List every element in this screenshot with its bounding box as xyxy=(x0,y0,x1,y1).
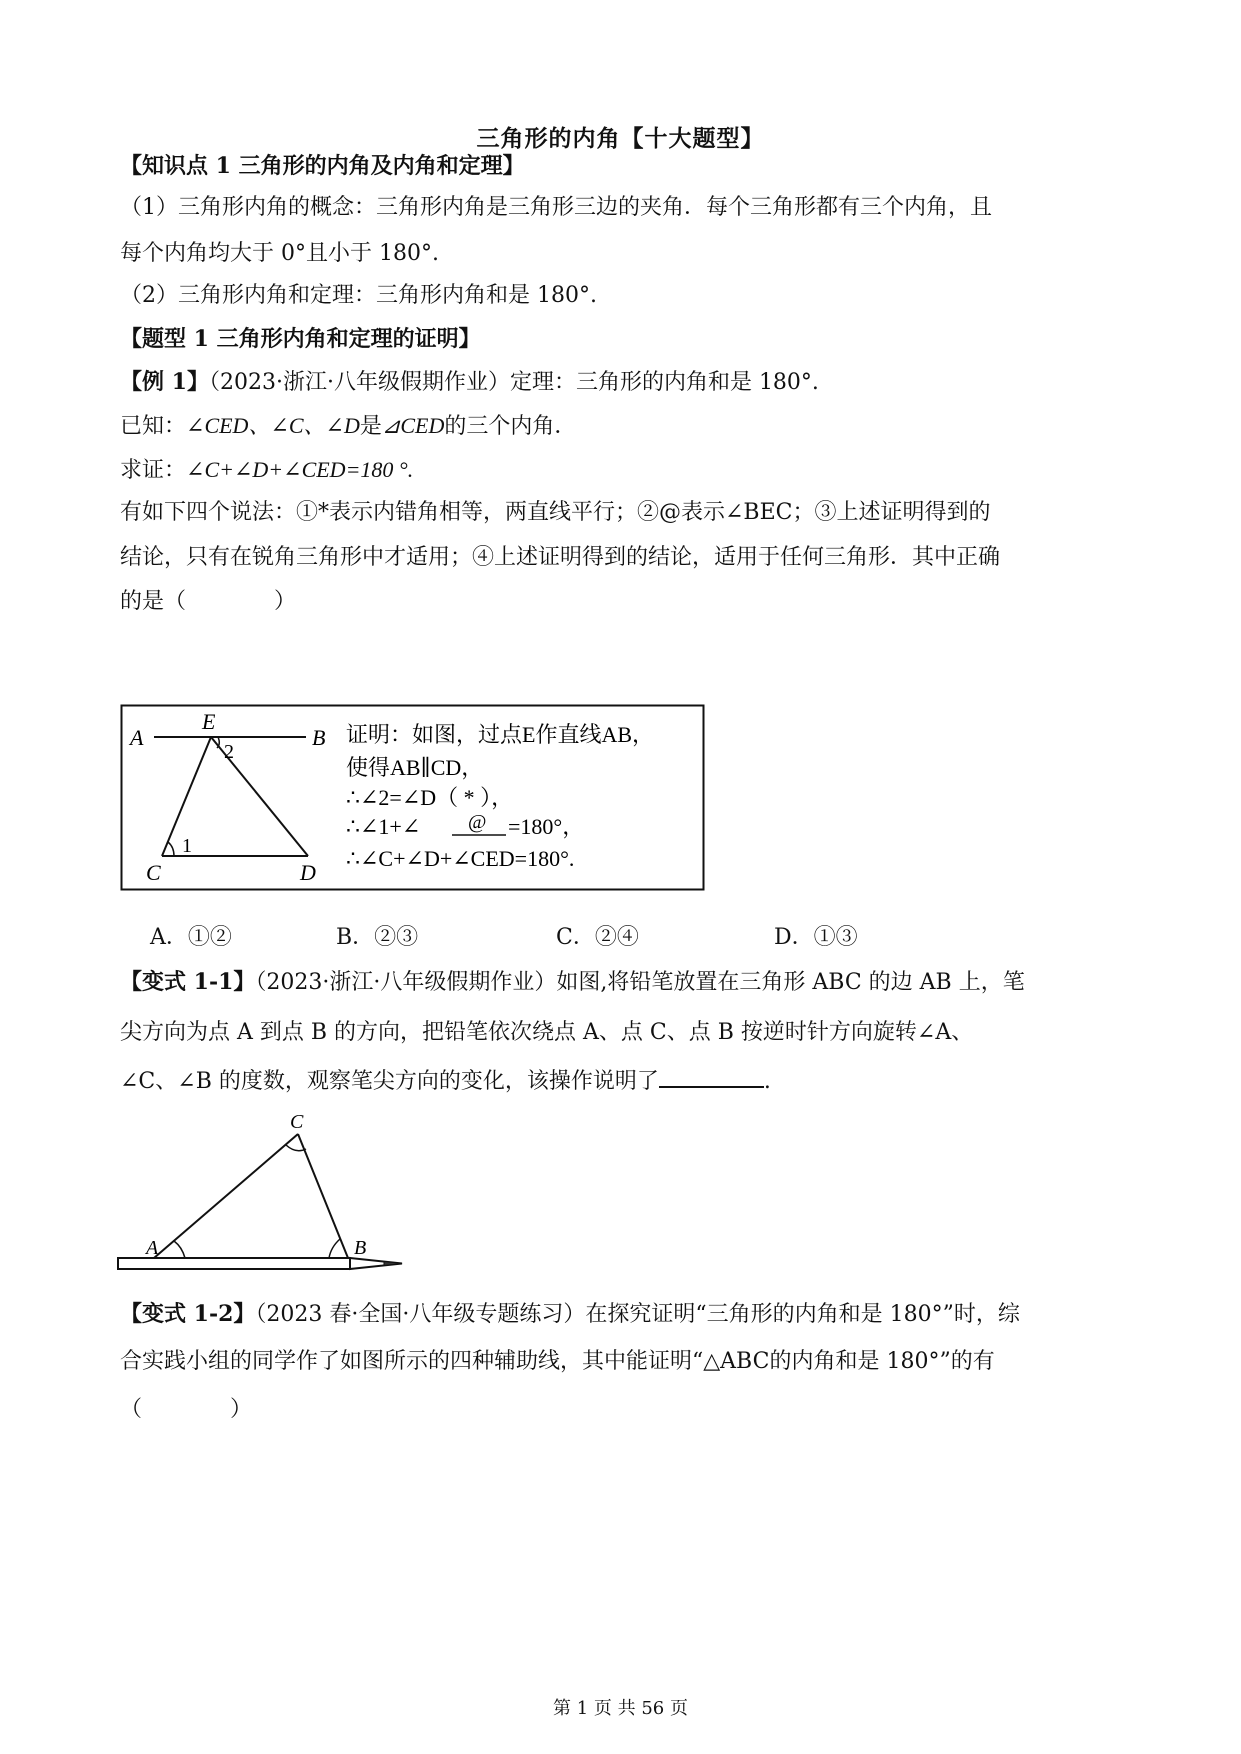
variant11-end: . xyxy=(763,1069,771,1094)
variant12-line1 xyxy=(120,1300,1130,1329)
given-suffix: 的三个内角． xyxy=(444,414,577,439)
pencil-triangle-figure xyxy=(116,1112,446,1282)
example1-prove xyxy=(120,456,1130,485)
option-b[interactable] xyxy=(336,924,418,952)
proof-box-figure xyxy=(120,704,706,892)
proof-line-2: 使得AB∥CD， xyxy=(346,755,484,780)
variant11-line3 xyxy=(120,1068,1130,1096)
statement-c: 的是（ ） xyxy=(120,589,297,614)
angle-1-arc xyxy=(168,842,174,856)
example-tag: 【例 1】 xyxy=(120,369,209,395)
option-b-text: ②③ xyxy=(374,925,419,950)
pencil-lead xyxy=(384,1262,402,1266)
label-c: C xyxy=(146,860,161,885)
angle-b-arc xyxy=(329,1239,340,1258)
given-mid: 是 xyxy=(359,414,382,439)
example1-intro xyxy=(120,368,1130,397)
given-triangle: ⊿CED xyxy=(381,413,445,438)
angle-a-arc xyxy=(174,1241,185,1258)
proof-line-3: ∴∠2=∠D（ * ）， xyxy=(346,785,514,810)
option-b-key: B． xyxy=(336,925,375,950)
given-prefix: 已知： xyxy=(120,414,187,439)
option-a-key: A． xyxy=(150,925,188,950)
proof-line-4-blank: @ xyxy=(468,811,487,833)
pencil-label-a: A xyxy=(146,1237,159,1259)
proof-line-1: 证明：如图，过点E作直线AB， xyxy=(346,722,655,747)
knowledge-p1a: （1）三角形内角的概念：三角形内角是三角形三边的夹角．每个三角形都有三个内角，且 xyxy=(120,195,993,220)
page-title: 三角形的内角【十大题型】 xyxy=(476,125,765,152)
segment-cb xyxy=(298,1134,348,1258)
label-b: B xyxy=(312,725,326,750)
option-d-text: ①③ xyxy=(813,925,858,950)
example1-given xyxy=(120,412,1130,441)
pencil-label-b: B xyxy=(354,1237,367,1259)
option-c-key: C． xyxy=(556,925,595,950)
prove-equation: ∠C+∠D+∠CED=180 °. xyxy=(186,457,414,482)
label-angle-2: 2 xyxy=(224,741,234,763)
variant11-text3: ∠C、∠B 的度数，观察笔尖方向的变化，该操作说明了 xyxy=(120,1069,659,1094)
label-angle-1: 1 xyxy=(182,835,192,857)
segment-ac xyxy=(154,1134,298,1258)
label-a: A xyxy=(130,725,144,750)
option-d-key: D． xyxy=(774,925,814,950)
label-e: E xyxy=(202,709,216,734)
variant12-tag: 【变式 1-2】 xyxy=(120,1301,256,1327)
option-a[interactable] xyxy=(150,924,232,952)
variant11-tag: 【变式 1-1】 xyxy=(120,969,256,995)
option-d[interactable] xyxy=(774,924,858,952)
example-source: （2023·浙江·八年级假期作业）定理：三角形的内角和是 180°. xyxy=(208,370,819,395)
label-d: D xyxy=(300,860,316,885)
page-footer: 第 1 页 共 56 页 xyxy=(553,1698,688,1719)
pencil-body xyxy=(118,1258,350,1269)
statement-b: 结论，只有在锐角三角形中才适用；④上述证明得到的结论，适用于任何三角形．其中正确 xyxy=(120,545,1001,570)
knowledge-p2: （2）三角形内角和定理：三角形内角和是 180°. xyxy=(120,283,597,308)
answer-blank[interactable] xyxy=(659,1068,764,1088)
statement-a: 有如下四个说法：①*表示内错角相等，两直线平行；②@表示∠BEC；③上述证明得到的 xyxy=(120,500,991,525)
knowledge-p1b: 每个内角均大于 0°且小于 180°. xyxy=(120,241,439,266)
variant12-line2: 合实践小组的同学作了如图所示的四种辅助线，其中能证明“△ABC的内角和是 180°”的有 xyxy=(120,1349,995,1374)
variant11-text1: （2023·浙江·八年级假期作业）如图,将铅笔放置在三角形 ABC 的边 AB 上，笔 xyxy=(255,970,1025,995)
proof-line-4c: =180°， xyxy=(508,814,585,839)
type1-heading: 【题型 1 三角形内角和定理的证明】 xyxy=(120,326,481,352)
prove-prefix: 求证： xyxy=(120,458,187,483)
pencil-label-c: C xyxy=(290,1112,304,1133)
proof-line-5: ∴∠C+∠D+∠CED=180°. xyxy=(346,846,575,871)
knowledge-heading: 【知识点 1 三角形的内角及内角和定理】 xyxy=(120,153,525,179)
variant12-text1: （2023 春·全国·八年级专题练习）在探究证明“三角形的内角和是 180°”时，综 xyxy=(255,1302,1020,1327)
option-c-text: ②④ xyxy=(594,925,639,950)
variant11-line2: 尖方向为点 A 到点 B 的方向，把铅笔依次绕点 A、点 C、点 B 按逆时针方向旋转∠A、 xyxy=(120,1020,974,1045)
variant11-line1 xyxy=(120,968,1130,997)
variant12-line3: （ ） xyxy=(120,1397,253,1422)
option-a-text: ①② xyxy=(187,925,232,950)
option-c[interactable] xyxy=(556,924,639,952)
given-angles: ∠CED、∠C、∠D xyxy=(186,413,360,438)
proof-line-4a: ∴∠1+∠ xyxy=(346,814,421,839)
